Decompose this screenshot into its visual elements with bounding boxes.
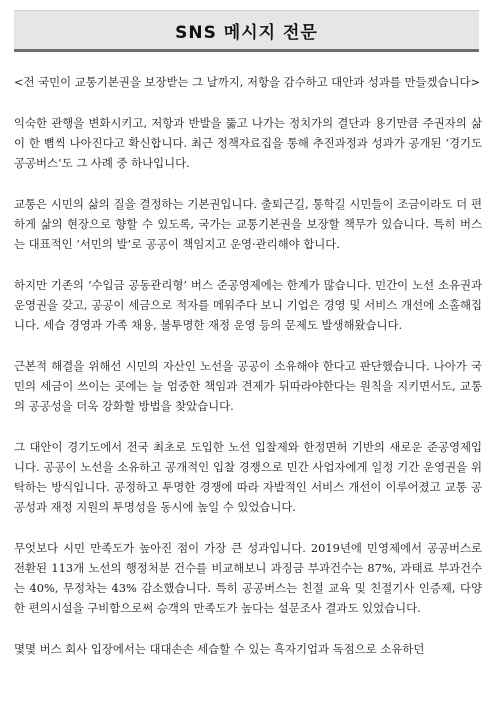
body-paragraph: 그 대안이 경기도에서 전국 최초로 도입한 노선 입찰제와 한정면허 기반의 새로운 준공영제입니다. 공공이 노선을 소유하고 공개적인 입찰 경쟁으로 민간 사업자에게 일정 기간 운영권을 위탁하는 방식입니다. 공정하고 투명한 경쟁에 따라 자발적인 서비스 개선이 이루어졌고 교통 공공성과 재정 지원의 투명성을 동시에 높일 수 있었습니다.: [14, 440, 482, 514]
body-paragraph-truncated: 몇몇 버스 회사 입장에서는 대대손손 세습할 수 있는 흑자기업과 독점으로 소유하던: [14, 642, 425, 656]
message-body: [14, 72, 482, 680]
body-paragraph: 익숙한 관행을 변화시키고, 저항과 반발을 뚫고 나가는 정치가의 결단과 용기만큼 주권자의 삶이 한 뼘씩 나아진다고 확신합니다. 최근 정책자료집을 통해 추진과정과 성과가 공개된 ‘경기도 공공버스’도 그 사례 중 하나입니다.: [14, 116, 482, 170]
title-banner: [14, 10, 479, 52]
body-paragraph: 근본적 해결을 위해선 시민의 자산인 노선을 공공이 소유해야 한다고 판단했습니다. 나아가 국민의 세금이 쓰이는 곳에는 늘 엄중한 책임과 견제가 뒤따라야한다는 원칙을 지키면서도, 교통의 공공성을 더욱 강화할 방법을 찾았습니다.: [14, 359, 482, 413]
body-paragraph: 교통은 시민의 삶의 질을 결정하는 기본권입니다. 출퇴근길, 통학길 시민들이 조금이라도 더 편하게 삶의 현장으로 향할 수 있도록, 국가는 교통기본권을 보장할 책무가 있습니다. 특히 버스는 대표적인 ‘서민의 발’로 공공이 책임지고 운영·관리해야 합니다.: [14, 197, 482, 251]
body-paragraph: 무엇보다 시민 만족도가 높아진 점이 가장 큰 성과입니다. 2019년에 민영제에서 공공버스로 전환된 113개 노선의 행정처분 건수를 비교해보니 과징금 부과건수는 87%, 과태료 부과건수는 40%, 무정차는 43% 감소했습니다. 특히 공공버스는 친절 교육 및 친절기사 인증제, 다양한 편의시설을 구비함으로써 승객의 만족도가 높다는 설문조사 결과도 있었습니다.: [14, 541, 482, 615]
headline-paragraph: <전 국민이 교통기본권을 보장받는 그 날까지, 저항을 감수하고 대안과 성과를 만들겠습니다>: [14, 75, 481, 89]
page-title: SNS 메시지 전문: [175, 23, 318, 43]
body-paragraph: 하지만 기존의 ‘수입금 공동관리형’ 버스 준공영제에는 한계가 많습니다. 민간이 노선 소유권과 운영권을 갖고, 공공이 세금으로 적자를 메워주다 보니 기업은 경영 및 서비스 개선에 소홀해집니다. 세습 경영과 가족 채용, 불투명한 재정 운영 등의 문제도 발생해왔습니다.: [14, 278, 482, 332]
